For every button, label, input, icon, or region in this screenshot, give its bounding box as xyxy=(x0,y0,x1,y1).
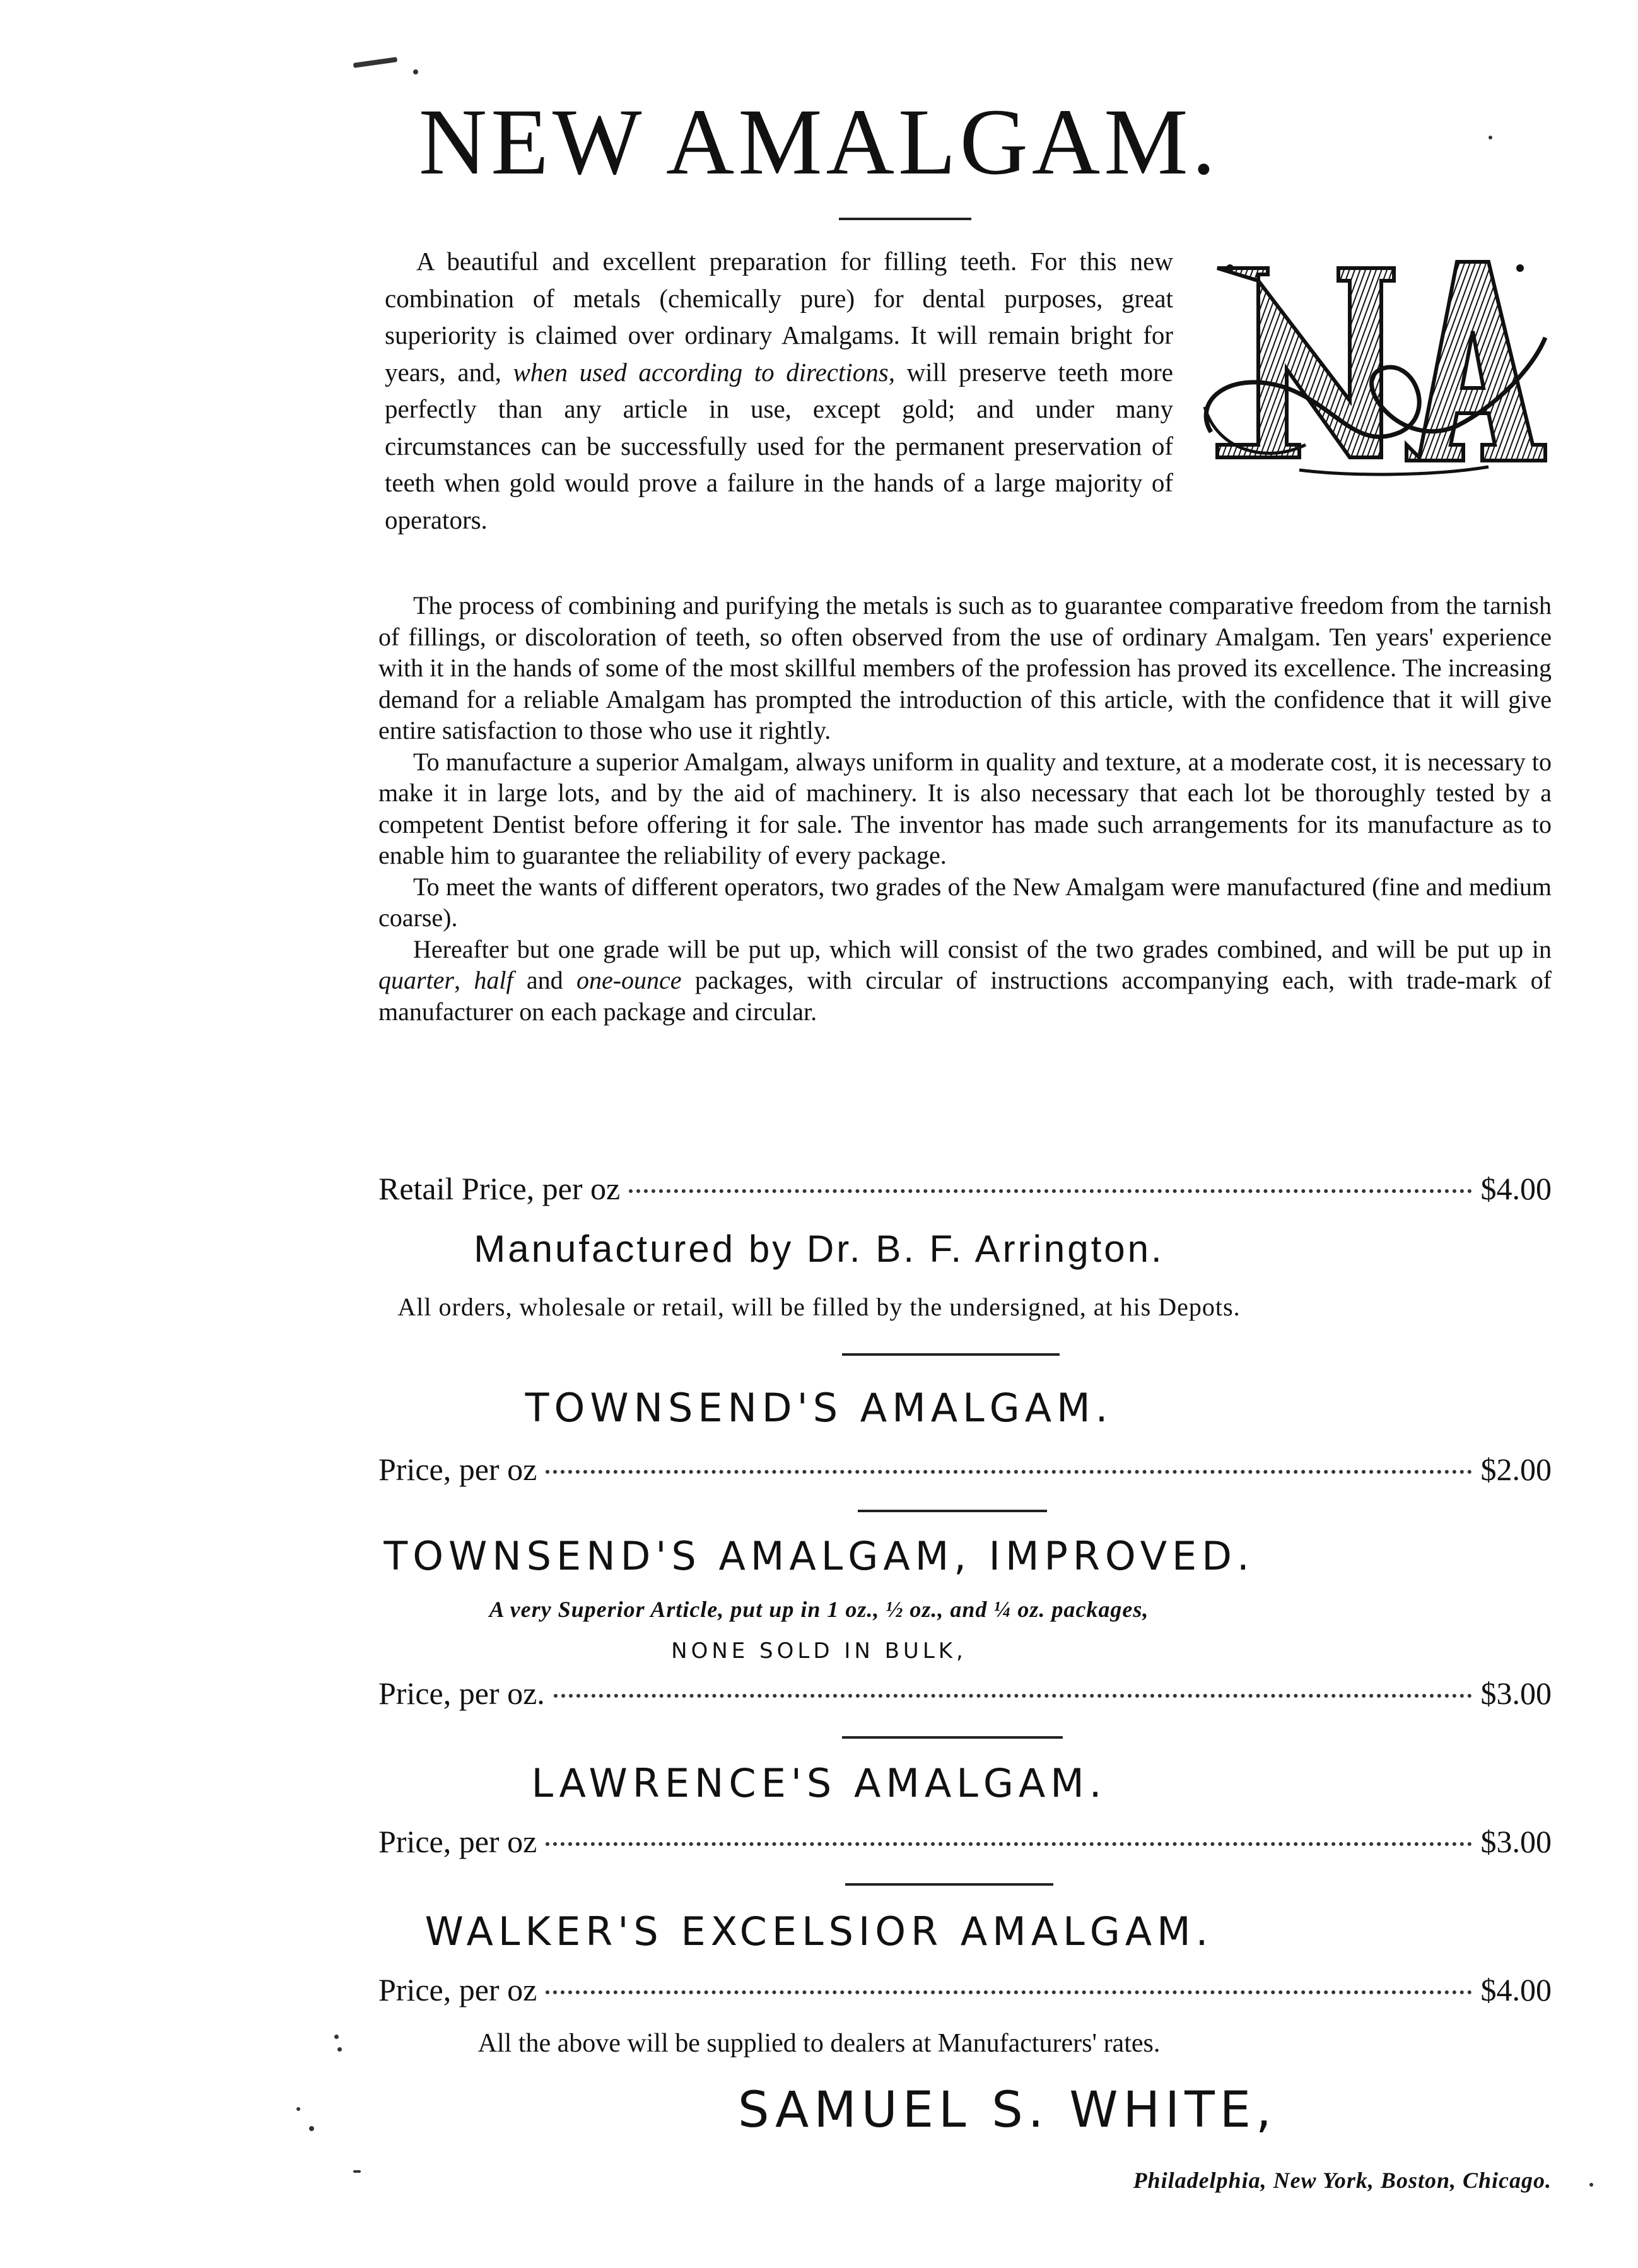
intro-section xyxy=(385,243,1552,538)
dot-leader xyxy=(554,1694,1472,1698)
na-monogram-logo xyxy=(1192,243,1552,486)
hereafter-paragraph: Hereafter but one grade will be put up, which will consist of the two grades combined, and will be put up in quarter, half and one-ounce packages, with circular of instructions accompanying each, with trade-mark of manufacturer on each package and circular. xyxy=(378,934,1552,1026)
price-label: Retail Price, per oz xyxy=(378,1171,621,1206)
supply-note: All the above will be supplied to dealers at Manufacturers' rates. xyxy=(477,2029,1161,2058)
seller-cities: Philadelphia, New York, Boston, Chicago. xyxy=(1133,2168,1552,2193)
print-speck xyxy=(413,69,418,74)
price-label: Price, per oz xyxy=(378,1824,537,1859)
price-value: $2.00 xyxy=(1480,1452,1552,1487)
product-price-line xyxy=(378,1971,1552,2008)
body-paragraph: To meet the wants of different operators, two grades of the New Amalgam were manufactured (fine and medium coarse). xyxy=(378,872,1552,932)
print-speck xyxy=(353,57,397,68)
product-heading: LAWRENCE'S AMALGAM. xyxy=(531,1760,1107,1806)
price-value: $3.00 xyxy=(1480,1676,1552,1711)
product-note-caps: NONE SOLD IN BULK, xyxy=(671,1638,967,1664)
dot-leader xyxy=(546,1990,1471,1994)
price-value: $3.00 xyxy=(1480,1824,1552,1859)
section-divider xyxy=(858,1510,1047,1512)
print-speck xyxy=(1589,2183,1593,2187)
body-paragraph: To manufacture a superior Amalgam, always uniform in quality and texture, at a moderate cost, it is necessary to make it in large lots, and by the aid of machinery. It is also necessary that each lot be thoroughly tested by a competent Dentist before offering it for sale. The inventor has made such arrangements for its manufacture as to enable him to guarantee the reliability of every package. xyxy=(378,747,1552,869)
body-text xyxy=(378,590,1552,1027)
section-divider xyxy=(842,1736,1063,1739)
product-note: A very Superior Article, put up in 1 oz., ½ oz., and ¼ oz. packages, xyxy=(489,1597,1149,1622)
product-price-line xyxy=(378,1675,1552,1712)
body-paragraph: The process of combining and purifying the metals is such as to guarantee comparative freedom from the tarnish of fillings, or discoloration of teeth, so often observed from the use of ordinary Amalgam. Ten years' experience with it in the hands of some of the most skillful members of the profession has proved its excellence. The increasing demand for a reliable Amalgam has prompted the introduction of this article, with the confidence that it will give entire satisfaction to those who use it rightly. xyxy=(378,591,1552,744)
price-label: Price, per oz. xyxy=(378,1676,545,1711)
orders-note: All orders, wholesale or retail, will be filled by the undersigned, at his Depots. xyxy=(397,1293,1241,1321)
price-value: $4.00 xyxy=(1480,1972,1552,2007)
title-divider xyxy=(839,218,971,220)
seller-name: SAMUEL S. WHITE, xyxy=(738,2082,1277,2139)
retail-price-line xyxy=(378,1170,1552,1207)
product-price-line xyxy=(378,1823,1552,1860)
product-heading: TOWNSEND'S AMALGAM, IMPROVED. xyxy=(383,1533,1255,1579)
dot-leader xyxy=(546,1842,1471,1846)
price-value: $4.00 xyxy=(1480,1171,1552,1206)
print-speck xyxy=(296,2107,300,2111)
product-heading: TOWNSEND'S AMALGAM. xyxy=(525,1385,1113,1431)
product-heading: WALKER'S EXCELSIOR AMALGAM. xyxy=(424,1908,1214,1954)
price-label: Price, per oz xyxy=(378,1972,537,2007)
product-price-line xyxy=(378,1451,1552,1488)
price-label: Price, per oz xyxy=(378,1452,537,1487)
print-speck xyxy=(353,2170,361,2173)
page-title: NEW AMALGAM. xyxy=(418,90,1220,194)
print-speck xyxy=(309,2126,314,2131)
section-divider xyxy=(845,1883,1053,1886)
dot-leader xyxy=(546,1470,1471,1474)
section-divider xyxy=(842,1353,1060,1356)
dot-leader xyxy=(629,1189,1471,1193)
manufacturer-line: Manufactured by Dr. B. F. Arrington. xyxy=(474,1228,1164,1270)
intro-paragraph: A beautiful and excellent preparation for filling teeth. For this new combination of metals (chemically pure) for dental purposes, great superiority is claimed over ordinary Amalgams. It will remain bright for years, and, when used according to directions, will preserve teeth more perfectly than any article in use, except gold; and under many circumstances can be successfully used for the permanent preservation of teeth when gold would prove a failure in the hands of a large majority of operators. xyxy=(385,247,1173,534)
